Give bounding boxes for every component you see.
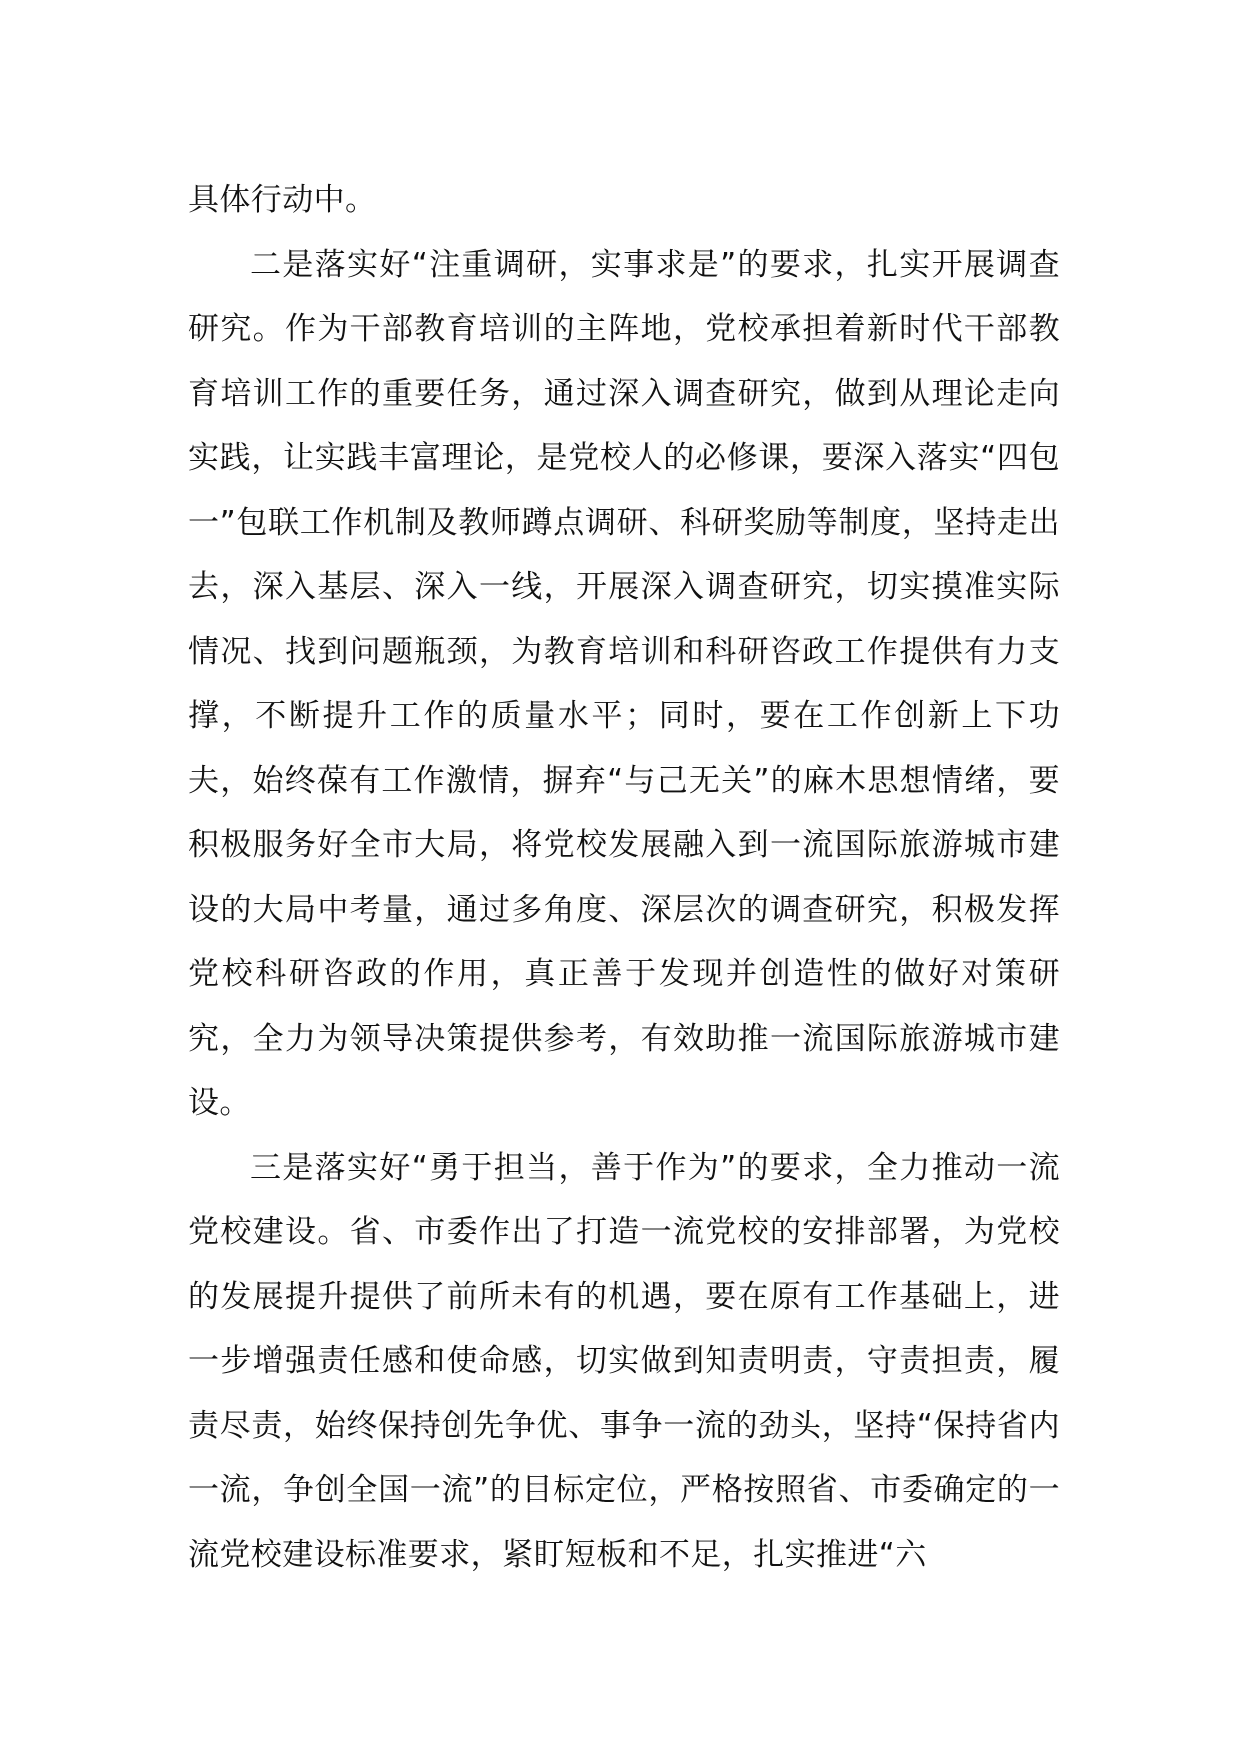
paragraph-research: 二是落实好“注重调研，实事求是”的要求，扎实开展调查研究。作为干部教育培训的主阵地，党校承担着新时代干部教育培训工作的重要任务，通过深入调查研究，做到从理论走向实践，让实践丰富理论，是党校人的必修课，要深入落实“四包一”包联工作机制及教师蹲点调研、科研奖励等制度，坚持走出去，深入基层、深入一线，开展深入调查研究，切实摸准实际情况、找到问题瓶颈，为教育培训和科研咨政工作提供有力支撑，不断提升工作的质量水平；同时，要在工作创新上下功夫，始终葆有工作激情，摒弃“与己无关”的麻木思想情绪，要积极服务好全市大局，将党校发展融入到一流国际旅游城市建设的大局中考量，通过多角度、深层次的调查研究，积极发挥党校科研咨政的作用，真正善于发现并创造性的做好对策研究，全力为领导决策提供参考，有效助推一流国际旅游城市建设。 xyxy=(188,246,1060,1121)
body-text xyxy=(188,168,1060,1587)
paragraph-responsibility: 三是落实好“勇于担当，善于作为”的要求，全力推动一流党校建设。省、市委作出了打造一流党校的安排部署，为党校的发展提升提供了前所未有的机遇，要在原有工作基础上，进一步增强责任感和使命感，切实做到知责明责，守责担责，履责尽责，始终保持创先争优、事争一流的劲头，坚持“保持省内一流，争创全国一流”的目标定位，严格按照省、市委确定的一流党校建设标准要求，紧盯短板和不足，扎实推进“六 xyxy=(188,1149,1060,1573)
paragraph-continuation: 具体行动中。 xyxy=(188,182,377,218)
